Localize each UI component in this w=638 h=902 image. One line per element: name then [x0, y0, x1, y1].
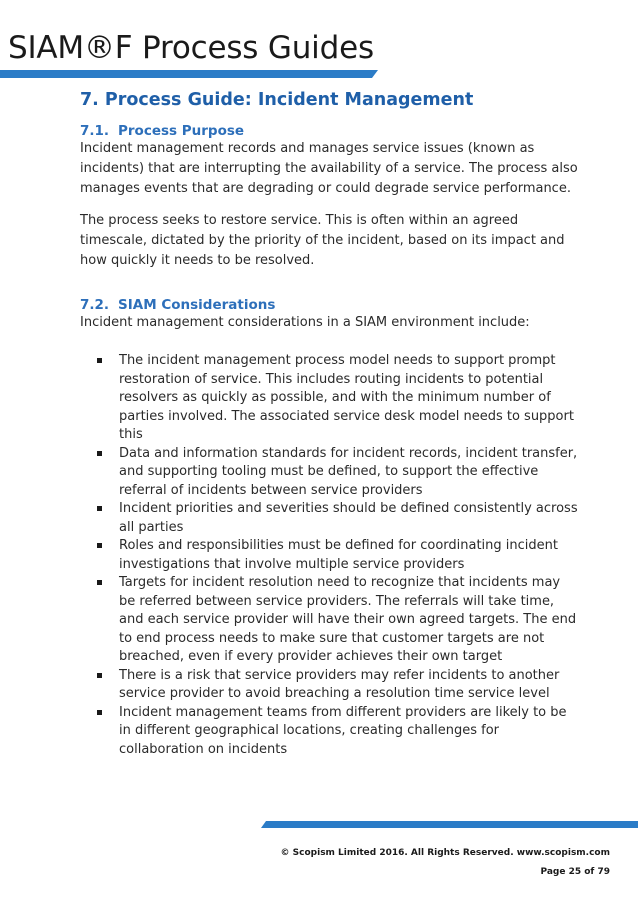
list-item-text: Incident priorities and severities should be defined consistently across all parties [119, 501, 578, 535]
bullet-icon [97, 506, 102, 511]
list-item-text: Data and information standards for incident records, incident transfer, and supporting tooling must be defined, to support the effective referral of incidents between service providers [119, 445, 578, 498]
bullet-icon [97, 451, 102, 456]
list-item [80, 445, 580, 501]
intro-paragraph: Incident management considerations in a SIAM environment include: [80, 315, 530, 330]
page-number: Page 25 of 79 [540, 867, 610, 877]
subsection-heading-purpose [80, 123, 244, 139]
document-title: SIAM®F Process Guides [8, 30, 374, 66]
subsection-heading-siam [80, 297, 275, 313]
list-item [80, 667, 580, 704]
list-item [80, 537, 580, 574]
list-item [80, 574, 580, 667]
header-accent-bar [0, 70, 372, 78]
bullet-icon [97, 543, 102, 548]
section-heading: 7. Process Guide: Incident Management [80, 90, 474, 110]
subsection-title: SIAM Considerations [118, 297, 276, 313]
bullet-icon [97, 580, 102, 585]
list-item-text: There is a risk that service providers may refer incidents to another service provider to avoid breaching a resolution time service level [119, 667, 560, 701]
list-item-text: Roles and responsibilities must be defined for coordinating incident investigations that involve multiple service providers [119, 538, 558, 572]
subsection-number: 7.2. [80, 297, 110, 313]
footer-accent-bar [266, 821, 638, 828]
paragraph: The process seeks to restore service. This is often within an agreed timescale, dictated by the priority of the incident, based on its impact and how quickly it needs to be resolved. [80, 213, 565, 268]
considerations-list [80, 352, 580, 759]
list-item [80, 352, 580, 445]
list-item-text: Incident management teams from different providers are likely to be in different geographical locations, creating challenges for collaboration on incidents [119, 704, 567, 757]
footer-copyright: © Scopism Limited 2016. All Rights Reserved. www.scopism.com [280, 848, 610, 858]
subsection-number: 7.1. [80, 123, 110, 139]
bullet-icon [97, 358, 102, 363]
list-item [80, 704, 580, 760]
paragraph: Incident management records and manages service issues (known as incidents) that are interrupting the availability of a service. The process also manages events that are degrading or could degrade service performance. [80, 141, 578, 196]
list-item-text: The incident management process model needs to support prompt restoration of service. This includes routing incidents to potential resolvers as quickly as possible, and with the minimum number of parties involved. The associated service desk model needs to support this [119, 353, 574, 442]
list-item [80, 500, 580, 537]
bullet-icon [97, 710, 102, 715]
list-item-text: Targets for incident resolution need to recognize that incidents may be referred between service providers. The referrals will take time, and each service provider will have their own agreed targets. The end to end process needs to make sure that customer targets are not breached, even if every provider achieves their own target [119, 575, 577, 664]
bullet-icon [97, 673, 102, 678]
subsection-title: Process Purpose [118, 123, 245, 139]
